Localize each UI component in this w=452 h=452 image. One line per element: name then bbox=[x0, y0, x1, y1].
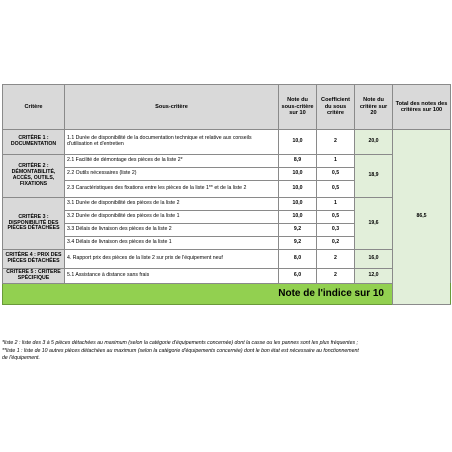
critere-note: 20,0 bbox=[355, 130, 393, 155]
sub-critere: 3.1 Durée de disponibilité des pièces de la liste 2 bbox=[65, 198, 279, 211]
score-table-container bbox=[2, 84, 450, 305]
sub-note: 10,0 bbox=[279, 211, 317, 224]
critere-note: 16,0 bbox=[355, 250, 393, 269]
sub-coef: 2 bbox=[317, 269, 355, 284]
sub-note: 10,0 bbox=[279, 181, 317, 198]
sub-coef: 1 bbox=[317, 198, 355, 211]
header-total: Total des notes des critères sur 100 bbox=[393, 85, 451, 130]
sub-critere: 2.2 Outils nécessaires (liste 2) bbox=[65, 168, 279, 181]
sub-coef: 0,5 bbox=[317, 181, 355, 198]
footer-row bbox=[3, 284, 451, 305]
header-row bbox=[3, 85, 451, 130]
table-row bbox=[3, 130, 451, 155]
sub-note: 8,9 bbox=[279, 155, 317, 168]
sub-coef: 0,2 bbox=[317, 237, 355, 250]
table-row bbox=[3, 155, 451, 168]
sub-critere: 3.3 Délais de livraison des pièces de la liste 2 bbox=[65, 224, 279, 237]
table-row bbox=[3, 198, 451, 211]
header-sous-critere: Sous-critère bbox=[65, 85, 279, 130]
total-note: 86,5 bbox=[393, 130, 451, 305]
table-row bbox=[3, 250, 451, 269]
critere-note: 19,6 bbox=[355, 198, 393, 250]
critere-3-label: CRITÈRE 3 : DISPONIBILITÉ DES PIÈCES DÉTACHÉES bbox=[3, 198, 65, 250]
footnote-liste-1: **liste 1 : liste de 10 autres pièces détachées au maximum (selon la catégorie d'équipements concernée) dont le bon état est nécessaire au fonctionnement bbox=[2, 347, 359, 354]
critere-5-label: CRITÈRE 5 : CRITÈRE SPÉCIFIQUE bbox=[3, 269, 65, 284]
footnote-liste-1-cont: de l'équipement. bbox=[2, 355, 40, 362]
header-critere: Critère bbox=[3, 85, 65, 130]
critere-2-label: CRITÈRE 2 : DÉMONTABILITÉ, ACCÈS, OUTILS, FIXATIONS bbox=[3, 155, 65, 198]
footer-label: Note de l'indice sur 10 bbox=[3, 284, 393, 305]
footnote-liste-2: *liste 2 : liste des 3 à 5 pièces détachées au maximum (selon la catégorie d'équipements concernée) dont la casse ou les pannes sont les plus fréquentes ; bbox=[2, 340, 358, 346]
header-note-sous: Note du sous-critère sur 10 bbox=[279, 85, 317, 130]
sub-critere: 2.3 Caractéristiques des fixations entre les pièces de la liste 1** et de la liste 2 bbox=[65, 181, 279, 198]
sub-coef: 2 bbox=[317, 250, 355, 269]
sub-note: 10,0 bbox=[279, 198, 317, 211]
repairability-score-table bbox=[2, 84, 451, 305]
sub-coef: 0,3 bbox=[317, 224, 355, 237]
sub-note: 9,2 bbox=[279, 237, 317, 250]
header-coef: Coefficient du sous critère bbox=[317, 85, 355, 130]
sub-note: 8,0 bbox=[279, 250, 317, 269]
sub-coef: 2 bbox=[317, 130, 355, 155]
sub-coef: 0,5 bbox=[317, 168, 355, 181]
sub-note: 10,0 bbox=[279, 130, 317, 155]
critere-1-label: CRITÈRE 1 : DOCUMENTATION bbox=[3, 130, 65, 155]
header-note-critere: Note du critère sur 20 bbox=[355, 85, 393, 130]
sub-critere: 1.1 Durée de disponibilité de la documentation technique et relative aux conseils d'utilisation et d'entretien bbox=[65, 130, 279, 155]
sub-coef: 0,5 bbox=[317, 211, 355, 224]
critere-4-label: CRITÈRE 4 : PRIX DES PIÈCES DÉTACHÉES bbox=[3, 250, 65, 269]
critere-note: 18,9 bbox=[355, 155, 393, 198]
table-row bbox=[3, 269, 451, 284]
sub-critere: 4. Rapport prix des pièces de la liste 2 sur prix de l'équipement neuf bbox=[65, 250, 279, 269]
sub-coef: 1 bbox=[317, 155, 355, 168]
sub-critere: 3.2 Durée de disponibilité des pièces de la liste 1 bbox=[65, 211, 279, 224]
sub-note: 10,0 bbox=[279, 168, 317, 181]
sub-critere: 2.1 Facilité de démontage des pièces de la liste 2* bbox=[65, 155, 279, 168]
sub-note: 9,2 bbox=[279, 224, 317, 237]
sub-critere: 5.1 Assistance à distance sans frais bbox=[65, 269, 279, 284]
sub-critere: 3.4 Délais de livraison des pièces de la liste 1 bbox=[65, 237, 279, 250]
critere-note: 12,0 bbox=[355, 269, 393, 284]
footnotes bbox=[2, 340, 450, 363]
sub-note: 6,0 bbox=[279, 269, 317, 284]
